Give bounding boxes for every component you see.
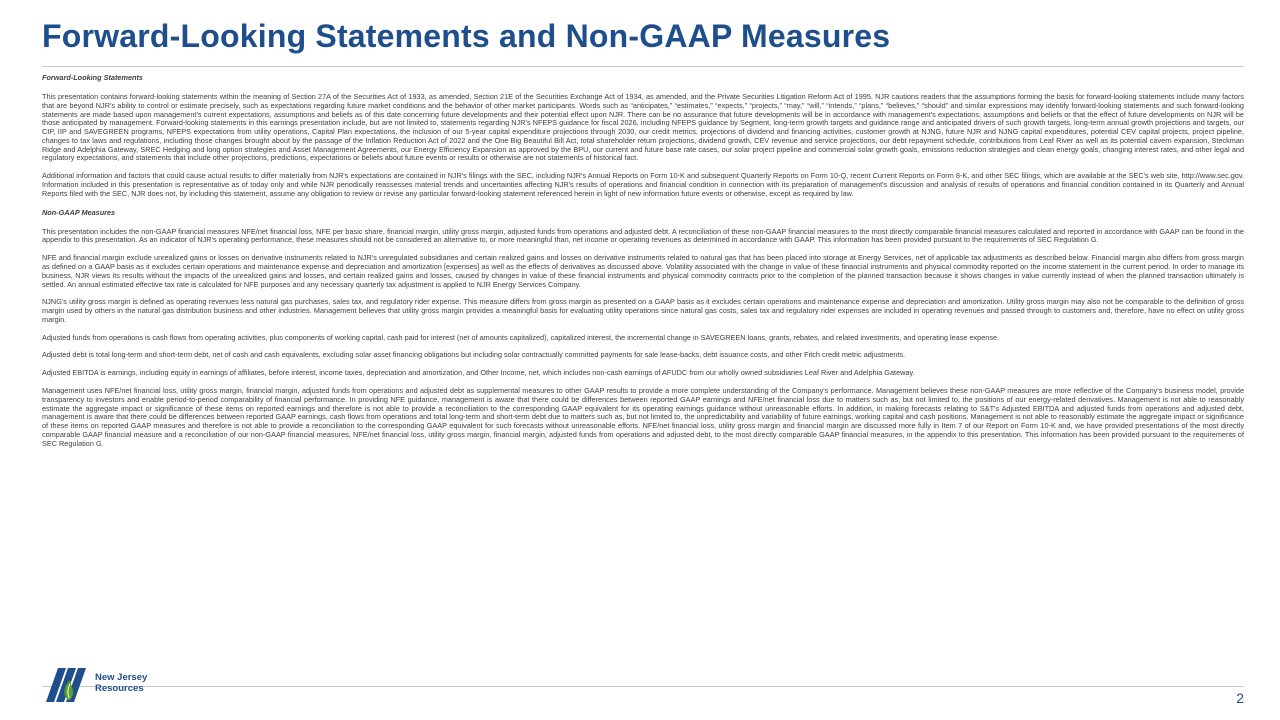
njr-logo-icon [44, 664, 94, 704]
title-divider [42, 66, 1244, 67]
nfe-financial-margin-paragraph: NFE and financial margin exclude unrealized gains or losses on derivative instruments related to NJR's unregulated subsidiaries and certain realized gains and losses on derivative instruments related to natural gas that has been placed into storage at Energy Services, net of applicable tax adjustments as described below. Financial margin also differs from gross margin as defined on a GAAP basis as it excludes certain operations and maintenance expense and depreciation and amortization [expenses] as well as the effects of derivatives as discussed above. Volatility associated with the change in value of these financial instruments and physical commodity reported on the income statement in the current period. In order to manage its business, NJR views its results without the impacts of the unrealized gains and losses, and certain realized gains and losses, caused by changes in value of these financial instruments and physical commodity contracts prior to the completion of the planned transaction because it shows changes in value currently instead of when the planned transaction ultimately is settled. An annual estimated effective tax rate is calculated for NFE purposes and any necessary quarterly tax adjustment is applied to NJR Energy Services Company. [42, 253, 1244, 289]
adjusted-ebitda-paragraph: Adjusted EBITDA is earnings, including equity in earnings of affiliates, before interest, income taxes, depreciation and amortization, and Other Income, net, which includes non-cash earnings of AFUDC from our wholly owned subsidiaries Leaf River and Adelphia Gateway. [42, 368, 915, 378]
management-use-paragraph: Management uses NFE/net financial loss, utility gross margin, financial margin, adjusted funds from operations and adjusted debt as supplemental measures to other GAAP results to provide a more complete understanding of the Company's performance. Management believes these non-GAAP measures are more reflective of the Company's business model, provide transparency to investors and enable period-to-period comparability of financial performance. In providing NFE guidance, management is aware that there could be differences between reported GAAP earnings and NFE/net financial loss due to matters such as, but not limited to, the positions of our energy-related derivatives. Management is not able to reasonably estimate the aggregate impact or significance of these items on reported earnings and therefore is not able to provide a reconciliation to the corresponding GAAP equivalent for its operating earnings guidance without unreasonable efforts. In addition, in making forecasts relating to S&T's Adjusted EBITDA and adjusted funds from operations and adjusted debt, management is aware that there could be differences between reported GAAP earnings, cash flows from operations and total long-term and short-term debt due to matters such as, but not limited to, the unpredictability and variability of future earnings, working capital and cash positions. Management is not able to reasonably estimate the aggregate impact or significance of these items on reported GAAP measures and therefore is not able to provide a reconciliation to the corresponding GAAP equivalent for such forecasts without unreasonable efforts. NFE/net financial loss, utility gross margin and financial margin are discussed more fully in Item 7 of our Report on Form 10-K and, we have provided presentations of the most directly comparable GAAP financial measure and a reconciliation of our non-GAAP financial measures, NFE/net financial loss, utility gross margin, financial margin, adjusted funds from operations and adjusted debt, to the most directly comparable GAAP financial measures, in the appendix to this presentation. This information has been provided pursuant to the requirements of SEC Regulation G. [42, 385, 1244, 448]
section-heading-forward-looking: Forward-Looking Statements [42, 73, 143, 82]
page-number: 2 [1236, 690, 1244, 706]
logo-wordmark [95, 673, 147, 694]
adjusted-ffo-paragraph: Adjusted funds from operations is cash flows from operating activities, plus components of working capital, cash paid for interest (net of amounts capitalized), capitalized interest, the incremental change in SAVEGREEN loans, grants, rebates, and related investments, and operating lease expense. [42, 332, 1000, 342]
additional-information-paragraph: Additional information and factors that could cause actual results to differ materially from NJR's expectations are contained in NJR's filings with the SEC, including NJR's Annual Reports on Form 10-K and subsequent Quarterly Reports on Form 10-Q, recent Current Reports on Form 8-K, and other SEC filings, which are available at the SEC's web site, http://www.sec.gov. Information included in this presentation is representative as of today only and while NJR periodically reassesses material trends and uncertainties affecting NJR's results of operations and financial condition in connection with its preparation of management's discussion and analysis of results of operations and financial condition contained in its Quarterly and Annual Reports filed with the SEC, NJR does not, by including this statement, assume any obligation to review or revise any particular forward-looking statement referenced herein in light of new information future events or otherwise, except as required by law. [42, 171, 1244, 198]
adjusted-debt-paragraph: Adjusted debt is total long-term and short-term debt, net of cash and cash equivalents, excluding solar asset financing obligations but including solar contractually committed payments for sale lease-backs, debt issuance costs, and other Fitch credit metric adjustments. [42, 350, 906, 360]
logo-line-2: Resources [95, 682, 144, 694]
non-gaap-intro-paragraph: This presentation includes the non-GAAP financial measures NFE/net financial loss, NFE per basic share, financial margin, utility gross margin, adjusted funds from operations and adjusted debt. A reconciliation of these non-GAAP financial measures to the most directly comparable financial measures calculated and reported in accordance with GAAP can be found in the appendix to this presentation. As an indicator of NJR's operating performance, these measures should not be considered an alternative to, or more meaningful than, net income or operating revenues as determined in accordance with GAAP. This information has been provided pursuant to the requirements of SEC Regulation G. [42, 226, 1244, 245]
section-heading-non-gaap: Non-GAAP Measures [42, 207, 116, 217]
forward-looking-paragraph: This presentation contains forward-looking statements within the meaning of Section 27A of the Securities Act of 1933, as amended, Section 21E of the Securities Exchange Act of 1934, as amended, and the Private Securities Litigation Reform Act of 1995. NJR cautions readers that the assumptions forming the basis for forward-looking statements include many factors that are beyond NJR's ability to control or estimate precisely, such as expectations regarding future market conditions and the behavior of other market participants. Words such as “anticipates,” “estimates,” “expects,” “projects,” “may,” “will,” “intends,” “plans,” “believes,” “should” and similar expressions may identify forward-looking statements and such forward-looking statements are made based upon management's current expectations, assumptions and beliefs as of this date concerning future developments and their potential effect upon NJR. There can be no assurance that future developments will be in accordance with management's expectations, assumptions and beliefs or that the effect of future developments on NJR will be those anticipated by management. Forward-looking statements in this earnings presentation include, but are not limited to, statements regarding NJR's NFEPS guidance for fiscal 2026, including NFEPS guidance by Segment, long-term growth targets and guidance range and anticipated drivers of such growth targets, long-term annual growth projections and targets, our CIP, IIP and SAVEGREEN programs, NFEPS expectations from utility operations, Capital Plan expectations, the inclusion of our 5-year capital expenditure projections through 2030, our credit metrics, projections of dividend and financing activities, customer growth at NJNG, future NJR and NJNG capital expenditures, potential CEV capital projects, project pipeline, changes to tax laws and regulations, including those changes brought about by the passage of the Inflation Reduction Act of 2022 and the One Big Beautiful Bill Act, total shareholder return projections, dividend growth, CEV revenue and service projections, our debt repayment schedule, contributions from Leaf River as well as its potential cavern expansion, Steckman Ridge and Adelphia Gateway, SREC Hedging and long option strategies and Asset Management Agreements, our Energy Efficiency Expansion as approved by the BPU, our current and future base rate cases, our solar project pipeline and commercial solar growth goals, emissions reduction strategies and clean energy goals, changing interest rates, and other legal and regulatory expectations, and statements that include other projections, predictions, expectations or beliefs about future events or results or otherwise are not statements of historical fact. [42, 92, 1244, 163]
logo-line-1: New Jersey [95, 672, 148, 683]
footer-divider [42, 686, 1244, 687]
page-title: Forward-Looking Statements and Non-GAAP Measures [42, 18, 891, 54]
utility-gross-margin-paragraph: NJNG's utility gross margin is defined as operating revenues less natural gas purchases, sales tax, and regulatory rider expense. This measure differs from gross margin as presented on a GAAP basis as it excludes certain operations and maintenance expense and depreciation and amortization. Utility gross margin may also not be comparable to the definition of gross margin used by others in the natural gas distribution business and other industries. Management believes that utility gross margin provides a meaningful basis for evaluating utility operations since natural gas costs, sales tax and regulatory rider expenses are included in operating revenues and passed through to customers and, therefore, have no effect on utility gross margin. [42, 297, 1244, 324]
disclaimer-content [42, 73, 1244, 457]
company-logo [44, 664, 164, 704]
